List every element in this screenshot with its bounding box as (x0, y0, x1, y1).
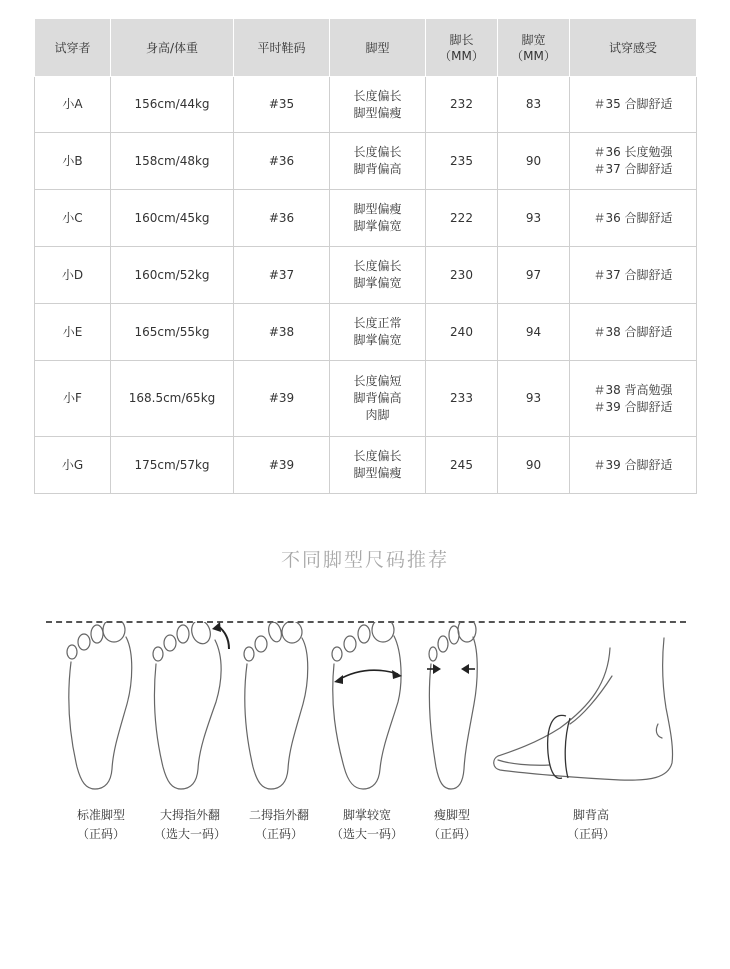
cell-tester: 小C (35, 190, 111, 247)
table-row (35, 77, 697, 133)
foot-second-toe-icon (240, 622, 314, 792)
cell-tester: 小A (35, 77, 111, 133)
header-fit-feedback: 试穿感受 (570, 19, 697, 77)
cell-fit-feedback: ＃36 长度勉强 ＃37 合脚舒适 (570, 133, 697, 190)
cell-tester: 小F (35, 361, 111, 437)
cell-foot-type: 脚型偏瘦 脚掌偏宽 (330, 190, 426, 247)
header-tester: 试穿者 (35, 19, 111, 77)
cell-tester: 小E (35, 304, 111, 361)
header-foot-length: 脚长 （MM） (426, 19, 498, 77)
cell-usual-size: #36 (234, 190, 330, 247)
cell-foot-type: 长度偏短 脚背偏高 肉脚 (330, 361, 426, 437)
cell-usual-size: #39 (234, 361, 330, 437)
table-row (35, 361, 697, 437)
table-row (35, 437, 697, 494)
cell-fit-feedback: ＃38 背高勉强 ＃39 合脚舒适 (570, 361, 697, 437)
cell-height-weight: 160cm/45kg (111, 190, 234, 247)
cell-foot-length: 235 (426, 133, 498, 190)
table-row (35, 247, 697, 304)
header-usual-size: 平时鞋码 (234, 19, 330, 77)
foot-label-second-toe: 二拇指外翻 （正码） (248, 808, 309, 841)
foot-label-wide: 脚掌较宽 （选大一码） (330, 808, 403, 841)
cell-fit-feedback: ＃39 合脚舒适 (570, 437, 697, 494)
cell-foot-length: 245 (426, 437, 498, 494)
cell-foot-type: 长度偏长 脚背偏高 (330, 133, 426, 190)
header-height-weight: 身高/体重 (111, 19, 234, 77)
header-foot-type: 脚型 (330, 19, 426, 77)
cell-foot-type: 长度偏长 脚掌偏宽 (330, 247, 426, 304)
cell-height-weight: 175cm/57kg (111, 437, 234, 494)
cell-foot-width: 83 (498, 77, 570, 133)
fit-test-table (34, 18, 697, 494)
cell-usual-size: #38 (234, 304, 330, 361)
cell-fit-feedback: ＃38 合脚舒适 (570, 304, 697, 361)
cell-foot-width: 93 (498, 190, 570, 247)
foot-high-instep-icon (490, 628, 690, 788)
cell-tester: 小B (35, 133, 111, 190)
foot-bunion-icon (150, 622, 232, 792)
foot-wide-icon (330, 622, 404, 792)
foot-label-bunion: 大拇指外翻 （选大一码） (153, 808, 226, 841)
cell-fit-feedback: ＃35 合脚舒适 (570, 77, 697, 133)
cell-foot-width: 93 (498, 361, 570, 437)
table-row (35, 133, 697, 190)
cell-foot-type: 长度正常 脚掌偏宽 (330, 304, 426, 361)
foot-standard-icon (64, 622, 138, 792)
cell-usual-size: #36 (234, 133, 330, 190)
cell-height-weight: 158cm/48kg (111, 133, 234, 190)
cell-foot-type: 长度偏长 脚型偏瘦 (330, 437, 426, 494)
cell-tester: 小D (35, 247, 111, 304)
table-row (35, 190, 697, 247)
cell-usual-size: #35 (234, 77, 330, 133)
cell-height-weight: 160cm/52kg (111, 247, 234, 304)
cell-foot-width: 94 (498, 304, 570, 361)
cell-foot-width: 97 (498, 247, 570, 304)
cell-height-weight: 168.5cm/65kg (111, 361, 234, 437)
section-title: 不同脚型尺码推荐 (280, 549, 449, 571)
cell-usual-size: #39 (234, 437, 330, 494)
foot-label-narrow: 瘦脚型 （正码） (427, 808, 476, 841)
cell-usual-size: #37 (234, 247, 330, 304)
foot-label-high-instep: 脚背高 （正码） (566, 808, 615, 841)
cell-height-weight: 165cm/55kg (111, 304, 234, 361)
table-row (35, 304, 697, 361)
cell-foot-length: 240 (426, 304, 498, 361)
cell-foot-length: 233 (426, 361, 498, 437)
cell-foot-length: 222 (426, 190, 498, 247)
foot-label-standard: 标准脚型 （正码） (76, 808, 125, 841)
table-header-row (35, 19, 697, 77)
cell-foot-width: 90 (498, 133, 570, 190)
cell-height-weight: 156cm/44kg (111, 77, 234, 133)
cell-foot-type: 长度偏长 脚型偏瘦 (330, 77, 426, 133)
cell-fit-feedback: ＃37 合脚舒适 (570, 247, 697, 304)
cell-foot-width: 90 (498, 437, 570, 494)
cell-foot-length: 230 (426, 247, 498, 304)
cell-tester: 小G (35, 437, 111, 494)
cell-foot-length: 232 (426, 77, 498, 133)
foot-narrow-icon (423, 622, 483, 792)
cell-fit-feedback: ＃36 合脚舒适 (570, 190, 697, 247)
header-foot-width: 脚宽 （MM） (498, 19, 570, 77)
